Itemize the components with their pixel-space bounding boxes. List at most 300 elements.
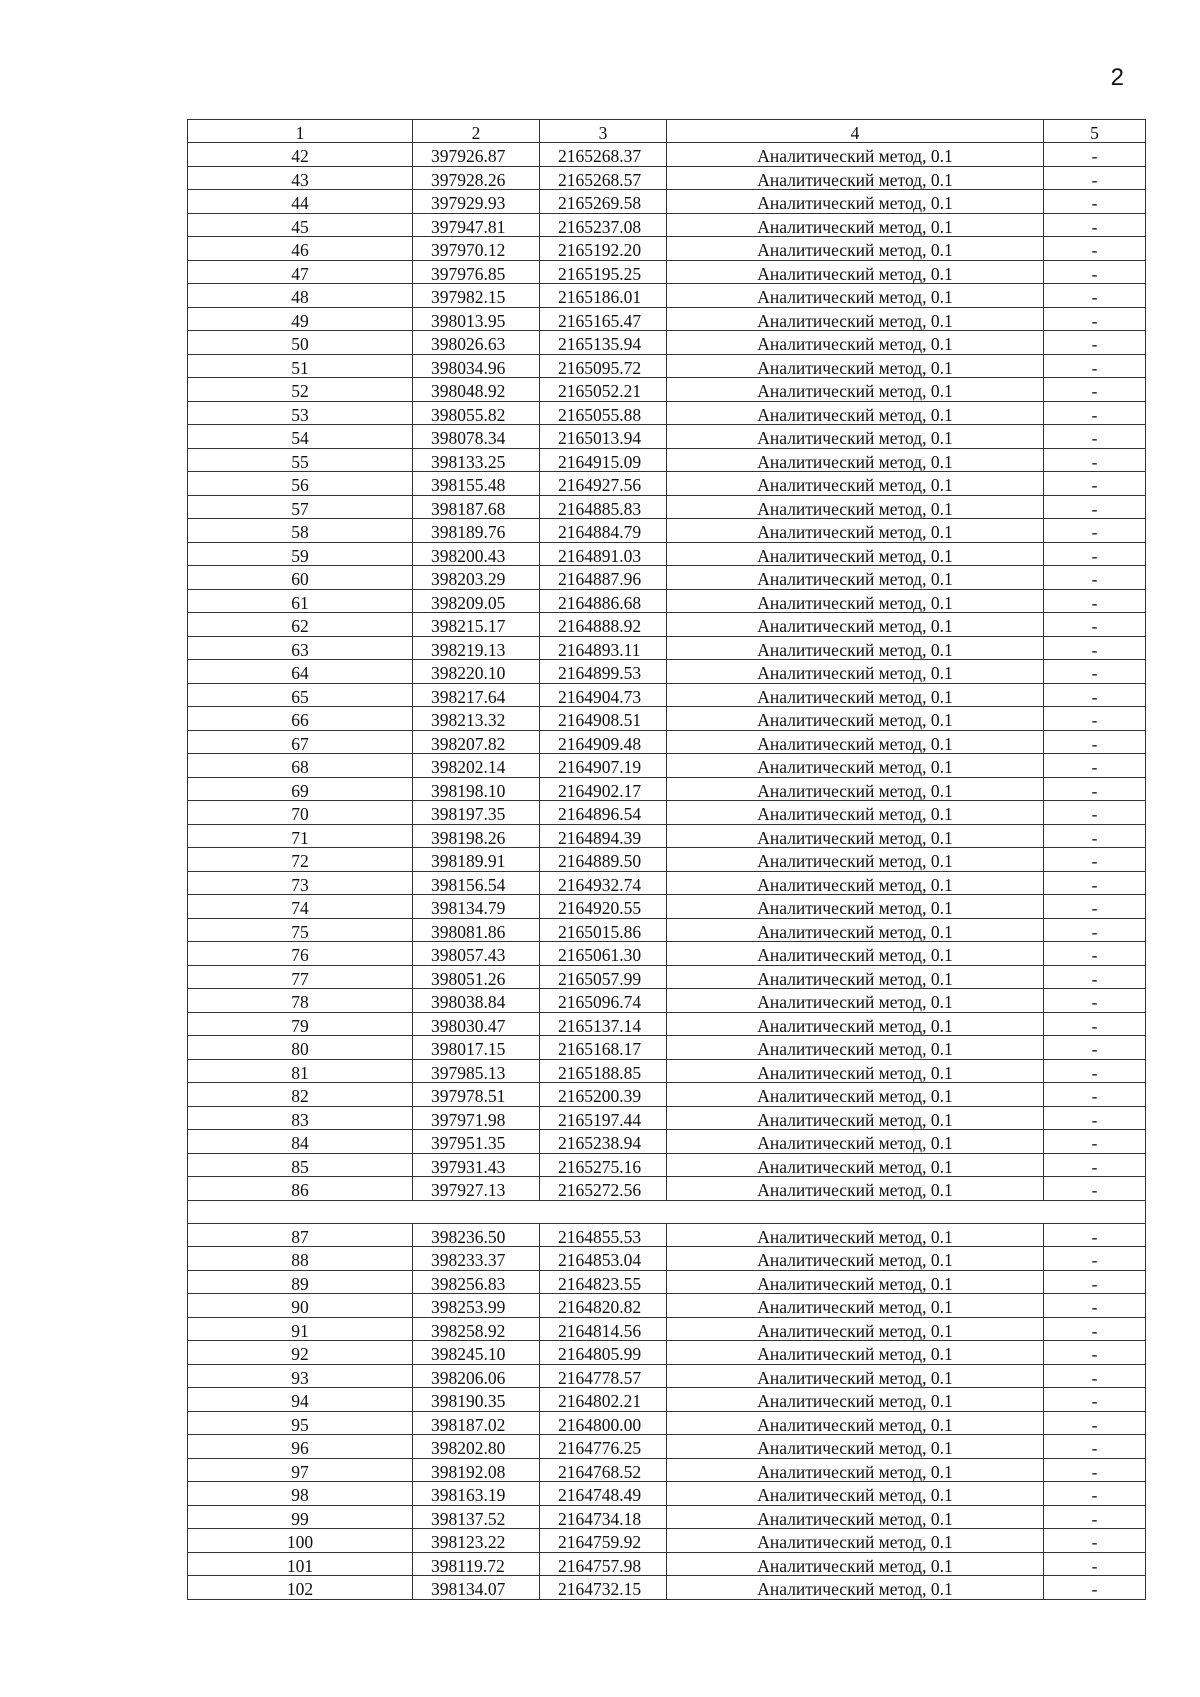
method-accuracy-cell: Аналитический метод, 0.1 [667, 895, 1044, 919]
method-accuracy-cell: Аналитический метод, 0.1 [667, 1012, 1044, 1036]
description-cell: - [1044, 1341, 1146, 1365]
point-number-cell: 80 [188, 1036, 413, 1060]
method-accuracy-cell: Аналитический метод, 0.1 [667, 965, 1044, 989]
x-coordinate-cell: 398198.10 [413, 777, 540, 801]
method-accuracy-cell: Аналитический метод, 0.1 [667, 519, 1044, 543]
description-cell: - [1044, 190, 1146, 214]
point-number-cell: 61 [188, 589, 413, 613]
point-number-cell: 75 [188, 918, 413, 942]
table-row [188, 1059, 1146, 1083]
method-accuracy-cell: Аналитический метод, 0.1 [667, 1223, 1044, 1247]
x-coordinate-cell: 397971.98 [413, 1106, 540, 1130]
x-coordinate-cell: 397929.93 [413, 190, 540, 214]
x-coordinate-cell: 398220.10 [413, 660, 540, 684]
point-number-cell: 67 [188, 730, 413, 754]
description-cell: - [1044, 1059, 1146, 1083]
point-number-cell: 49 [188, 307, 413, 331]
method-accuracy-cell: Аналитический метод, 0.1 [667, 660, 1044, 684]
x-coordinate-cell: 397927.13 [413, 1177, 540, 1201]
y-coordinate-cell: 2164907.19 [540, 754, 667, 778]
y-coordinate-cell: 2165192.20 [540, 237, 667, 261]
y-coordinate-cell: 2164904.73 [540, 683, 667, 707]
method-accuracy-cell: Аналитический метод, 0.1 [667, 472, 1044, 496]
column-header: 4 [667, 120, 1044, 143]
table-row [188, 1529, 1146, 1553]
point-number-cell: 54 [188, 425, 413, 449]
method-accuracy-cell: Аналитический метод, 0.1 [667, 331, 1044, 355]
x-coordinate-cell: 398236.50 [413, 1223, 540, 1247]
y-coordinate-cell: 2164768.52 [540, 1458, 667, 1482]
table-row [188, 1012, 1146, 1036]
y-coordinate-cell: 2164885.83 [540, 495, 667, 519]
method-accuracy-cell: Аналитический метод, 0.1 [667, 613, 1044, 637]
method-accuracy-cell: Аналитический метод, 0.1 [667, 1341, 1044, 1365]
y-coordinate-cell: 2164915.09 [540, 448, 667, 472]
table-row [188, 448, 1146, 472]
y-coordinate-cell: 2165095.72 [540, 354, 667, 378]
x-coordinate-cell: 397976.85 [413, 260, 540, 284]
y-coordinate-cell: 2164896.54 [540, 801, 667, 825]
y-coordinate-cell: 2164855.53 [540, 1223, 667, 1247]
y-coordinate-cell: 2164732.15 [540, 1576, 667, 1600]
point-number-cell: 88 [188, 1247, 413, 1271]
table-row [188, 1247, 1146, 1271]
table-row [188, 401, 1146, 425]
point-number-cell: 96 [188, 1435, 413, 1459]
point-number-cell: 68 [188, 754, 413, 778]
table-row [188, 1036, 1146, 1060]
description-cell: - [1044, 1482, 1146, 1506]
description-cell: - [1044, 683, 1146, 707]
x-coordinate-cell: 398187.02 [413, 1411, 540, 1435]
table-row [188, 589, 1146, 613]
description-cell: - [1044, 566, 1146, 590]
x-coordinate-cell: 398119.72 [413, 1552, 540, 1576]
method-accuracy-cell: Аналитический метод, 0.1 [667, 378, 1044, 402]
method-accuracy-cell: Аналитический метод, 0.1 [667, 777, 1044, 801]
method-accuracy-cell: Аналитический метод, 0.1 [667, 1059, 1044, 1083]
method-accuracy-cell: Аналитический метод, 0.1 [667, 1083, 1044, 1107]
x-coordinate-cell: 398197.35 [413, 801, 540, 825]
y-coordinate-cell: 2164886.68 [540, 589, 667, 613]
x-coordinate-cell: 398137.52 [413, 1505, 540, 1529]
point-number-cell: 52 [188, 378, 413, 402]
method-accuracy-cell: Аналитический метод, 0.1 [667, 730, 1044, 754]
method-accuracy-cell: Аналитический метод, 0.1 [667, 1364, 1044, 1388]
point-number-cell: 53 [188, 401, 413, 425]
table-row [188, 989, 1146, 1013]
y-coordinate-cell: 2164778.57 [540, 1364, 667, 1388]
description-cell: - [1044, 754, 1146, 778]
description-cell: - [1044, 1552, 1146, 1576]
x-coordinate-cell: 398123.22 [413, 1529, 540, 1553]
method-accuracy-cell: Аналитический метод, 0.1 [667, 1177, 1044, 1201]
method-accuracy-cell: Аналитический метод, 0.1 [667, 1036, 1044, 1060]
description-cell: - [1044, 237, 1146, 261]
point-number-cell: 77 [188, 965, 413, 989]
table-row [188, 1153, 1146, 1177]
x-coordinate-cell: 398200.43 [413, 542, 540, 566]
point-number-cell: 84 [188, 1130, 413, 1154]
description-cell: - [1044, 1106, 1146, 1130]
y-coordinate-cell: 2164889.50 [540, 848, 667, 872]
description-cell: - [1044, 1505, 1146, 1529]
x-coordinate-cell: 398215.17 [413, 613, 540, 637]
table-row [188, 707, 1146, 731]
table-row [188, 190, 1146, 214]
table-row [188, 213, 1146, 237]
table-row [188, 237, 1146, 261]
point-number-cell: 92 [188, 1341, 413, 1365]
point-number-cell: 87 [188, 1223, 413, 1247]
table-row [188, 660, 1146, 684]
column-header: 2 [413, 120, 540, 143]
x-coordinate-cell: 398017.15 [413, 1036, 540, 1060]
x-coordinate-cell: 397970.12 [413, 237, 540, 261]
method-accuracy-cell: Аналитический метод, 0.1 [667, 260, 1044, 284]
x-coordinate-cell: 398134.07 [413, 1576, 540, 1600]
x-coordinate-cell: 398013.95 [413, 307, 540, 331]
table-row [188, 730, 1146, 754]
table-row [188, 613, 1146, 637]
y-coordinate-cell: 2165137.14 [540, 1012, 667, 1036]
x-coordinate-cell: 398163.19 [413, 1482, 540, 1506]
point-number-cell: 56 [188, 472, 413, 496]
table-row [188, 378, 1146, 402]
description-cell: - [1044, 1294, 1146, 1318]
point-number-cell: 45 [188, 213, 413, 237]
y-coordinate-cell: 2164820.82 [540, 1294, 667, 1318]
y-coordinate-cell: 2165195.25 [540, 260, 667, 284]
description-cell: - [1044, 354, 1146, 378]
method-accuracy-cell: Аналитический метод, 0.1 [667, 566, 1044, 590]
point-number-cell: 64 [188, 660, 413, 684]
x-coordinate-cell: 397947.81 [413, 213, 540, 237]
description-cell: - [1044, 472, 1146, 496]
description-cell: - [1044, 1529, 1146, 1553]
table-row [188, 754, 1146, 778]
point-number-cell: 60 [188, 566, 413, 590]
table-row [188, 1083, 1146, 1107]
y-coordinate-cell: 2165238.94 [540, 1130, 667, 1154]
table-row [188, 166, 1146, 190]
y-coordinate-cell: 2165200.39 [540, 1083, 667, 1107]
y-coordinate-cell: 2165057.99 [540, 965, 667, 989]
table-row [188, 1576, 1146, 1600]
point-number-cell: 99 [188, 1505, 413, 1529]
table-row [188, 1435, 1146, 1459]
y-coordinate-cell: 2165096.74 [540, 989, 667, 1013]
description-cell: - [1044, 1388, 1146, 1412]
method-accuracy-cell: Аналитический метод, 0.1 [667, 683, 1044, 707]
y-coordinate-cell: 2165275.16 [540, 1153, 667, 1177]
y-coordinate-cell: 2164899.53 [540, 660, 667, 684]
y-coordinate-cell: 2164802.21 [540, 1388, 667, 1412]
y-coordinate-cell: 2164902.17 [540, 777, 667, 801]
description-cell: - [1044, 519, 1146, 543]
description-cell: - [1044, 777, 1146, 801]
table-row [188, 1317, 1146, 1341]
table-row [188, 1388, 1146, 1412]
y-coordinate-cell: 2164891.03 [540, 542, 667, 566]
y-coordinate-cell: 2164908.51 [540, 707, 667, 731]
x-coordinate-cell: 398203.29 [413, 566, 540, 590]
point-number-cell: 66 [188, 707, 413, 731]
y-coordinate-cell: 2165055.88 [540, 401, 667, 425]
point-number-cell: 65 [188, 683, 413, 707]
y-coordinate-cell: 2164888.92 [540, 613, 667, 637]
method-accuracy-cell: Аналитический метод, 0.1 [667, 942, 1044, 966]
table-row [188, 1552, 1146, 1576]
method-accuracy-cell: Аналитический метод, 0.1 [667, 871, 1044, 895]
point-number-cell: 95 [188, 1411, 413, 1435]
point-number-cell: 50 [188, 331, 413, 355]
description-cell: - [1044, 495, 1146, 519]
method-accuracy-cell: Аналитический метод, 0.1 [667, 824, 1044, 848]
method-accuracy-cell: Аналитический метод, 0.1 [667, 166, 1044, 190]
method-accuracy-cell: Аналитический метод, 0.1 [667, 589, 1044, 613]
table-row [188, 777, 1146, 801]
description-cell: - [1044, 401, 1146, 425]
y-coordinate-cell: 2164800.00 [540, 1411, 667, 1435]
method-accuracy-cell: Аналитический метод, 0.1 [667, 918, 1044, 942]
y-coordinate-cell: 2164823.55 [540, 1270, 667, 1294]
point-number-cell: 98 [188, 1482, 413, 1506]
coordinates-table [187, 119, 1146, 1600]
table-row [188, 260, 1146, 284]
table-row [188, 1270, 1146, 1294]
y-coordinate-cell: 2165237.08 [540, 213, 667, 237]
x-coordinate-cell: 398198.26 [413, 824, 540, 848]
method-accuracy-cell: Аналитический метод, 0.1 [667, 1247, 1044, 1271]
y-coordinate-cell: 2164814.56 [540, 1317, 667, 1341]
method-accuracy-cell: Аналитический метод, 0.1 [667, 190, 1044, 214]
y-coordinate-cell: 2164909.48 [540, 730, 667, 754]
table-row [188, 425, 1146, 449]
x-coordinate-cell: 398048.92 [413, 378, 540, 402]
y-coordinate-cell: 2164734.18 [540, 1505, 667, 1529]
y-coordinate-cell: 2164932.74 [540, 871, 667, 895]
point-number-cell: 101 [188, 1552, 413, 1576]
method-accuracy-cell: Аналитический метод, 0.1 [667, 1411, 1044, 1435]
table-row [188, 1364, 1146, 1388]
description-cell: - [1044, 1223, 1146, 1247]
method-accuracy-cell: Аналитический метод, 0.1 [667, 1270, 1044, 1294]
description-cell: - [1044, 965, 1146, 989]
x-coordinate-cell: 398078.34 [413, 425, 540, 449]
section-separator-cell [188, 1200, 1146, 1223]
point-number-cell: 91 [188, 1317, 413, 1341]
description-cell: - [1044, 1317, 1146, 1341]
point-number-cell: 71 [188, 824, 413, 848]
x-coordinate-cell: 398217.64 [413, 683, 540, 707]
method-accuracy-cell: Аналитический метод, 0.1 [667, 1153, 1044, 1177]
table-row [188, 1130, 1146, 1154]
method-accuracy-cell: Аналитический метод, 0.1 [667, 848, 1044, 872]
point-number-cell: 42 [188, 143, 413, 167]
y-coordinate-cell: 2165015.86 [540, 918, 667, 942]
method-accuracy-cell: Аналитический метод, 0.1 [667, 1576, 1044, 1600]
point-number-cell: 73 [188, 871, 413, 895]
point-number-cell: 55 [188, 448, 413, 472]
y-coordinate-cell: 2164893.11 [540, 636, 667, 660]
y-coordinate-cell: 2165168.17 [540, 1036, 667, 1060]
x-coordinate-cell: 398187.68 [413, 495, 540, 519]
x-coordinate-cell: 398081.86 [413, 918, 540, 942]
point-number-cell: 97 [188, 1458, 413, 1482]
description-cell: - [1044, 260, 1146, 284]
x-coordinate-cell: 398256.83 [413, 1270, 540, 1294]
table-row [188, 1482, 1146, 1506]
method-accuracy-cell: Аналитический метод, 0.1 [667, 1435, 1044, 1459]
x-coordinate-cell: 398051.26 [413, 965, 540, 989]
point-number-cell: 59 [188, 542, 413, 566]
description-cell: - [1044, 213, 1146, 237]
x-coordinate-cell: 397931.43 [413, 1153, 540, 1177]
description-cell: - [1044, 1411, 1146, 1435]
x-coordinate-cell: 398213.32 [413, 707, 540, 731]
method-accuracy-cell: Аналитический метод, 0.1 [667, 989, 1044, 1013]
description-cell: - [1044, 307, 1146, 331]
point-number-cell: 51 [188, 354, 413, 378]
table-row [188, 942, 1146, 966]
table-row [188, 542, 1146, 566]
x-coordinate-cell: 398190.35 [413, 1388, 540, 1412]
x-coordinate-cell: 397978.51 [413, 1083, 540, 1107]
x-coordinate-cell: 398133.25 [413, 448, 540, 472]
table-row [188, 636, 1146, 660]
x-coordinate-cell: 398245.10 [413, 1341, 540, 1365]
x-coordinate-cell: 398207.82 [413, 730, 540, 754]
table-row [188, 895, 1146, 919]
point-number-cell: 81 [188, 1059, 413, 1083]
method-accuracy-cell: Аналитический метод, 0.1 [667, 448, 1044, 472]
method-accuracy-cell: Аналитический метод, 0.1 [667, 1482, 1044, 1506]
y-coordinate-cell: 2165052.21 [540, 378, 667, 402]
method-accuracy-cell: Аналитический метод, 0.1 [667, 707, 1044, 731]
table-row [188, 871, 1146, 895]
method-accuracy-cell: Аналитический метод, 0.1 [667, 213, 1044, 237]
x-coordinate-cell: 398034.96 [413, 354, 540, 378]
y-coordinate-cell: 2165013.94 [540, 425, 667, 449]
table-row [188, 1411, 1146, 1435]
y-coordinate-cell: 2164853.04 [540, 1247, 667, 1271]
page-number: 2 [1110, 64, 1124, 91]
table-row [188, 1294, 1146, 1318]
point-number-cell: 44 [188, 190, 413, 214]
point-number-cell: 43 [188, 166, 413, 190]
table-row [188, 1458, 1146, 1482]
method-accuracy-cell: Аналитический метод, 0.1 [667, 1388, 1044, 1412]
coordinates-table-body [188, 120, 1146, 1600]
description-cell: - [1044, 1247, 1146, 1271]
point-number-cell: 89 [188, 1270, 413, 1294]
table-row [188, 1505, 1146, 1529]
y-coordinate-cell: 2164776.25 [540, 1435, 667, 1459]
description-cell: - [1044, 848, 1146, 872]
column-header: 1 [188, 120, 413, 143]
description-cell: - [1044, 331, 1146, 355]
description-cell: - [1044, 801, 1146, 825]
point-number-cell: 57 [188, 495, 413, 519]
description-cell: - [1044, 730, 1146, 754]
method-accuracy-cell: Аналитический метод, 0.1 [667, 1317, 1044, 1341]
point-number-cell: 76 [188, 942, 413, 966]
description-cell: - [1044, 989, 1146, 1013]
description-cell: - [1044, 1364, 1146, 1388]
method-accuracy-cell: Аналитический метод, 0.1 [667, 307, 1044, 331]
method-accuracy-cell: Аналитический метод, 0.1 [667, 636, 1044, 660]
description-cell: - [1044, 1083, 1146, 1107]
description-cell: - [1044, 918, 1146, 942]
y-coordinate-cell: 2165188.85 [540, 1059, 667, 1083]
description-cell: - [1044, 660, 1146, 684]
x-coordinate-cell: 398258.92 [413, 1317, 540, 1341]
x-coordinate-cell: 398219.13 [413, 636, 540, 660]
description-cell: - [1044, 448, 1146, 472]
method-accuracy-cell: Аналитический метод, 0.1 [667, 354, 1044, 378]
x-coordinate-cell: 398202.80 [413, 1435, 540, 1459]
method-accuracy-cell: Аналитический метод, 0.1 [667, 425, 1044, 449]
y-coordinate-cell: 2165268.57 [540, 166, 667, 190]
column-header: 3 [540, 120, 667, 143]
table-row [188, 848, 1146, 872]
x-coordinate-cell: 397926.87 [413, 143, 540, 167]
x-coordinate-cell: 397928.26 [413, 166, 540, 190]
y-coordinate-cell: 2164757.98 [540, 1552, 667, 1576]
table-row [188, 1223, 1146, 1247]
description-cell: - [1044, 1012, 1146, 1036]
x-coordinate-cell: 398253.99 [413, 1294, 540, 1318]
point-number-cell: 69 [188, 777, 413, 801]
method-accuracy-cell: Аналитический метод, 0.1 [667, 542, 1044, 566]
y-coordinate-cell: 2164920.55 [540, 895, 667, 919]
y-coordinate-cell: 2164759.92 [540, 1529, 667, 1553]
table-row [188, 519, 1146, 543]
point-number-cell: 62 [188, 613, 413, 637]
y-coordinate-cell: 2165269.58 [540, 190, 667, 214]
method-accuracy-cell: Аналитический метод, 0.1 [667, 1458, 1044, 1482]
description-cell: - [1044, 1270, 1146, 1294]
point-number-cell: 74 [188, 895, 413, 919]
description-cell: - [1044, 284, 1146, 308]
x-coordinate-cell: 398192.08 [413, 1458, 540, 1482]
point-number-cell: 79 [188, 1012, 413, 1036]
section-separator-row [188, 1200, 1146, 1223]
point-number-cell: 72 [188, 848, 413, 872]
description-cell: - [1044, 636, 1146, 660]
y-coordinate-cell: 2164805.99 [540, 1341, 667, 1365]
description-cell: - [1044, 1036, 1146, 1060]
y-coordinate-cell: 2164927.56 [540, 472, 667, 496]
x-coordinate-cell: 398206.06 [413, 1364, 540, 1388]
description-cell: - [1044, 824, 1146, 848]
method-accuracy-cell: Аналитический метод, 0.1 [667, 1130, 1044, 1154]
x-coordinate-cell: 398026.63 [413, 331, 540, 355]
point-number-cell: 48 [188, 284, 413, 308]
x-coordinate-cell: 398202.14 [413, 754, 540, 778]
table-row [188, 1106, 1146, 1130]
x-coordinate-cell: 398209.05 [413, 589, 540, 613]
table-row [188, 1177, 1146, 1201]
description-cell: - [1044, 1435, 1146, 1459]
method-accuracy-cell: Аналитический метод, 0.1 [667, 801, 1044, 825]
method-accuracy-cell: Аналитический метод, 0.1 [667, 284, 1044, 308]
table-row [188, 801, 1146, 825]
column-header: 5 [1044, 120, 1146, 143]
description-cell: - [1044, 143, 1146, 167]
point-number-cell: 94 [188, 1388, 413, 1412]
